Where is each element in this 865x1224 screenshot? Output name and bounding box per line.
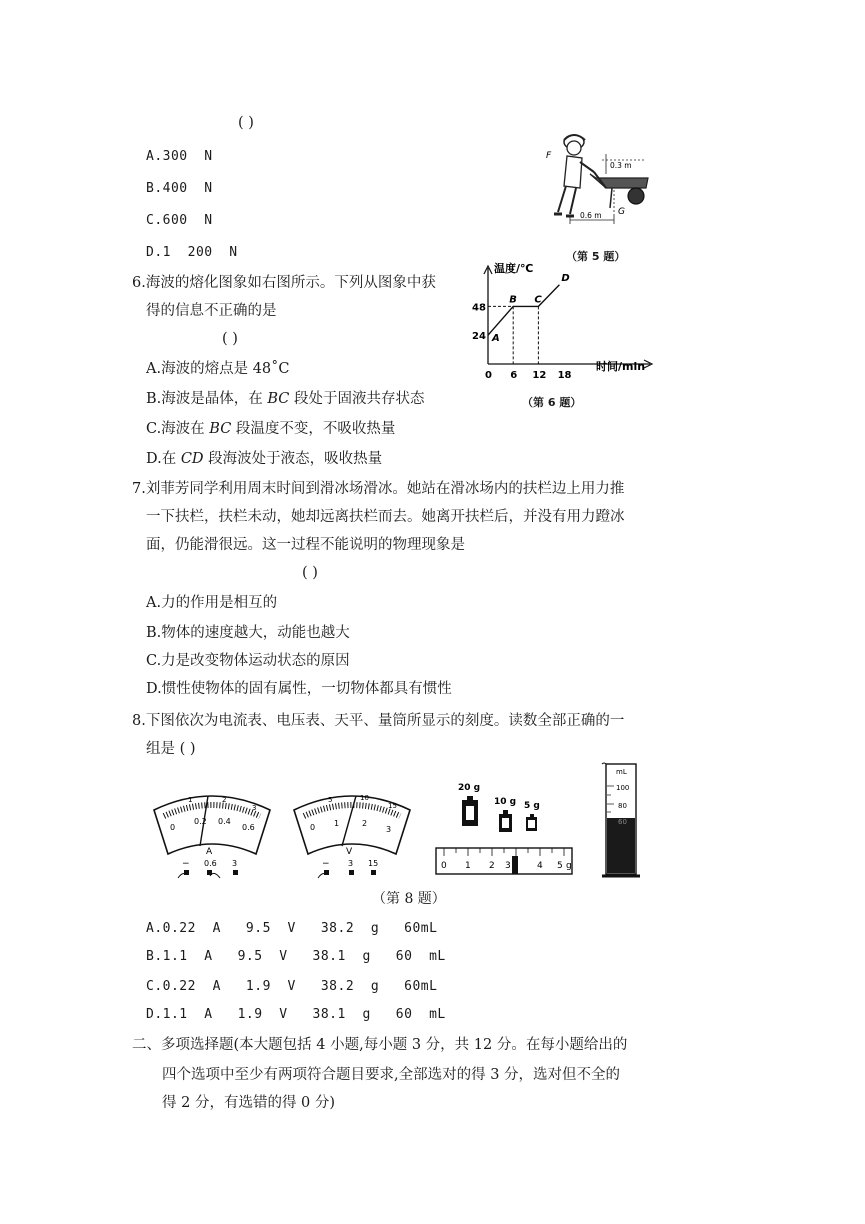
q8-stem-line2: 组是 ( )	[146, 741, 196, 757]
label-f: F	[546, 151, 552, 161]
svg-text:1: 1	[188, 796, 193, 804]
label-g: G	[618, 207, 625, 217]
svg-text:V: V	[346, 847, 353, 857]
q7-stem-line2: 一下扶栏，扶栏未动，她却远离扶栏而去。她离开扶栏后，并没有用力蹬冰	[146, 509, 625, 525]
q7-option-d[interactable]: D.惯性使物体的固有属性，一切物体都具有惯性	[146, 681, 452, 697]
balance-figure	[430, 776, 578, 880]
q6-option-a[interactable]: A.海波的熔点是 48˚C	[146, 361, 290, 377]
svg-text:0.6: 0.6	[204, 859, 217, 868]
q8-figure-caption: （第 8 题）	[372, 891, 446, 907]
q6-option-b[interactable]: B.海波是晶体，在 BC 段处于固液共存状态	[146, 391, 425, 407]
svg-text:3: 3	[386, 825, 392, 834]
svg-text:60: 60	[618, 818, 627, 826]
q6-stem-line1: 6.海波的熔化图象如右图所示。下列从图象中获	[132, 275, 436, 291]
label-03m: 0.3 m	[610, 161, 632, 170]
q5-option-c[interactable]: C.600 N	[146, 213, 213, 228]
point-label: D	[561, 272, 570, 284]
svg-text:15: 15	[368, 859, 379, 868]
svg-text:5: 5	[557, 861, 563, 871]
svg-text:1: 1	[465, 861, 471, 871]
q7-option-b[interactable]: B.物体的速度越大，动能也越大	[146, 625, 350, 641]
q6-answer-bracket: ( )	[222, 331, 238, 347]
svg-text:−: −	[182, 859, 190, 869]
q6-stem-line2: 得的信息不正确的是	[146, 303, 277, 319]
x-tick-label: 0	[485, 370, 492, 381]
section2-line3: 得 2 分，有选错的得 0 分)	[162, 1095, 336, 1111]
voltmeter-figure	[288, 786, 416, 880]
svg-text:2: 2	[222, 796, 227, 804]
svg-text:3: 3	[348, 859, 354, 868]
svg-text:3: 3	[232, 859, 238, 868]
svg-text:3: 3	[505, 861, 511, 871]
svg-text:100: 100	[616, 784, 630, 792]
q7-stem-line1: 7.刘菲芳同学利用周末时间到滑冰场滑冰。她站在滑冰场内的扶栏边上用力推	[132, 481, 625, 497]
q8-stem-line1: 8.下图依次为电流表、电压表、天平、量筒所显示的刻度。读数全部正确的一	[132, 713, 625, 729]
point-label: A	[492, 333, 500, 345]
point-label: C	[534, 294, 542, 306]
q8-option-a[interactable]: A.0.22 A 9.5 V 38.2 g 60mL	[146, 921, 438, 936]
point-label: B	[509, 294, 517, 306]
q5-option-b[interactable]: B.400 N	[146, 181, 213, 196]
svg-text:15: 15	[388, 802, 397, 810]
svg-text:4: 4	[537, 861, 543, 871]
q7-stem-line3: 面，仍能滑很远。这一过程不能说明的物理现象是	[146, 537, 465, 553]
y-tick-label: 48	[472, 302, 486, 314]
q7-option-c[interactable]: C.力是改变物体运动状态的原因	[146, 653, 350, 669]
svg-text:0: 0	[441, 861, 447, 871]
section2-line2: 四个选项中至少有两项符合题目要求,全部选对的得 3 分，选对但不全的	[162, 1067, 621, 1083]
q5-answer-bracket: ( )	[238, 115, 254, 131]
q8-option-d[interactable]: D.1.1 A 1.9 V 38.1 g 60 mL	[146, 1007, 446, 1022]
q7-option-a[interactable]: A.力的作用是相互的	[146, 595, 278, 611]
y-tick-label: 24	[472, 331, 486, 343]
svg-text:0.6: 0.6	[242, 823, 255, 832]
svg-text:0.2: 0.2	[194, 817, 207, 826]
svg-text:mL: mL	[616, 768, 627, 776]
q8-option-b[interactable]: B.1.1 A 9.5 V 38.1 g 60 mL	[146, 949, 446, 964]
svg-text:0: 0	[170, 823, 176, 832]
q5-option-a[interactable]: A.300 N	[146, 149, 213, 164]
svg-text:5: 5	[328, 796, 333, 804]
x-tick-label: 6	[510, 370, 518, 381]
svg-text:0: 0	[310, 823, 316, 832]
svg-text:80: 80	[618, 802, 627, 810]
x-tick-label: 18	[557, 370, 572, 381]
svg-text:3: 3	[252, 804, 257, 812]
graduated-cylinder-figure	[598, 760, 644, 882]
svg-text:−: −	[322, 859, 330, 869]
svg-text:10 g: 10 g	[494, 797, 517, 807]
section2-line1: 二、多项选择题(本大题包括 4 小题,每小题 3 分，共 12 分。在每小题给出的	[132, 1037, 628, 1053]
q5-figure-caption: （第 5 题）	[566, 250, 626, 263]
svg-text:1: 1	[334, 819, 340, 828]
x-tick-label: 12	[532, 370, 547, 381]
svg-text:2: 2	[489, 861, 495, 871]
svg-text:2: 2	[362, 819, 368, 828]
x-axis-label: 时间/min	[596, 360, 646, 373]
svg-text:A: A	[206, 847, 213, 857]
q6-option-c[interactable]: C.海波在 BC 段温度不变，不吸收热量	[146, 421, 396, 437]
q6-option-d[interactable]: D.在 CD 段海波处于液态，吸收热量	[146, 451, 383, 467]
melting-curve-chart	[468, 258, 658, 388]
label-06m: 0.6 m	[580, 211, 602, 220]
series-line	[488, 285, 559, 335]
wheelbarrow-figure	[540, 128, 660, 228]
svg-text:10: 10	[360, 794, 369, 802]
svg-text:g: g	[566, 861, 572, 871]
svg-text:5 g: 5 g	[524, 801, 540, 811]
q5-option-d[interactable]: D.1 200 N	[146, 245, 238, 260]
svg-text:0.4: 0.4	[218, 817, 231, 826]
q8-option-c[interactable]: C.0.22 A 1.9 V 38.2 g 60mL	[146, 979, 438, 994]
svg-text:20 g: 20 g	[458, 783, 481, 793]
q6-figure-caption: （第 6 题）	[522, 396, 582, 409]
q7-answer-bracket: ( )	[302, 565, 318, 581]
ammeter-figure	[148, 786, 276, 880]
y-axis-label: 温度/℃	[494, 262, 534, 275]
